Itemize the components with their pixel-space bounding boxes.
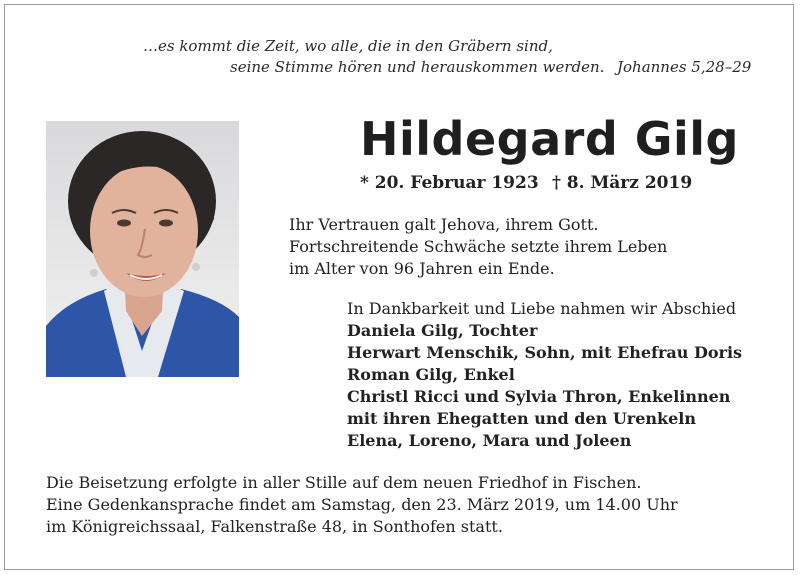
tribute-line: Fortschreitende Schwäche setzte ihrem Leben (289, 237, 668, 256)
mourner-line: mit ihren Ehegatten und den Urenkeln (347, 409, 696, 428)
tribute-text (289, 214, 667, 280)
deceased-name: Hildegard Gilg (360, 112, 739, 166)
tribute-line: Ihr Vertrauen galt Jehova, ihrem Gott. (289, 215, 599, 234)
birth-date: * 20. Februar 1923 (360, 173, 539, 193)
portrait-photo (46, 121, 239, 377)
mourner-line: Christl Ricci und Sylvia Thron, Enkelinnen (347, 387, 731, 406)
mourners-list (347, 320, 742, 452)
farewell-line: In Dankbarkeit und Liebe nahmen wir Abschied (347, 299, 737, 318)
mourner-line: Roman Gilg, Enkel (347, 365, 515, 384)
mourner-line: Elena, Loreno, Mara und Joleen (347, 431, 632, 450)
notice-line: Die Beisetzung erfolgte in aller Stille auf dem neuen Friedhof in Fischen. (46, 473, 642, 492)
death-date: † 8. März 2019 (552, 173, 693, 193)
notice-line: im Königreichssaal, Falkenstraße 48, in Sonthofen statt. (46, 517, 503, 536)
mourner-line: Daniela Gilg, Tochter (347, 321, 538, 340)
funeral-notice (46, 472, 678, 538)
notice-line: Eine Gedenkansprache findet am Samstag, den 23. März 2019, um 14.00 Uhr (46, 495, 678, 514)
mourner-line: Herwart Menschik, Sohn, mit Ehefrau Doris (347, 343, 743, 362)
bible-quote-line-1: …es kommt die Zeit, wo alle, die in den Gräbern sind, (143, 37, 553, 55)
bible-quote-reference: Johannes 5,28–29 (617, 58, 752, 76)
tribute-line: im Alter von 96 Jahren ein Ende. (289, 259, 555, 278)
bible-quote-line-2: seine Stimme hören und herauskommen werden. (230, 58, 605, 76)
